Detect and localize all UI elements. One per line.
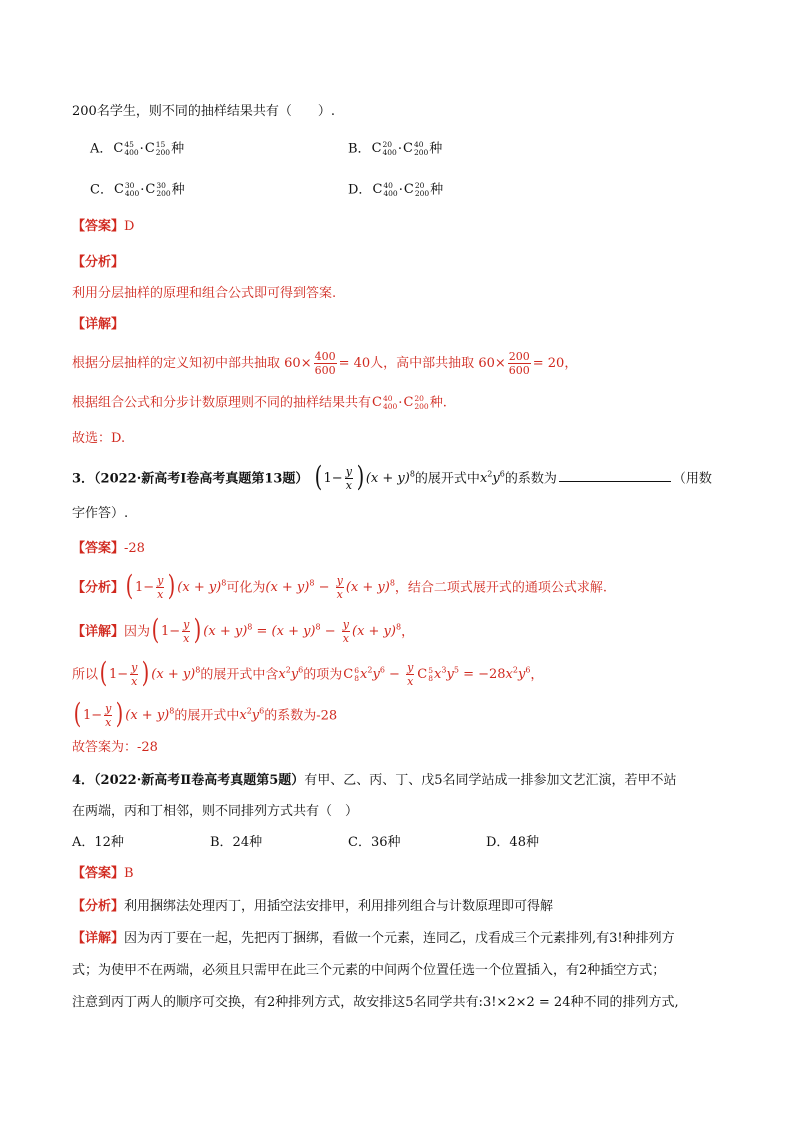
q4-answer: 【答案】B: [72, 866, 134, 881]
q4-formula: 3!×2×2 = 24: [482, 995, 571, 1010]
comb-c45-400: C 45 400: [113, 140, 139, 157]
fraction-400-600: $\frac{400}{600}$: [314, 350, 336, 377]
q4-stem-line1: 4．（2022·新高考Ⅱ卷高考真题第5题）有甲、乙、丙、丁、戊5名同学站成一排参加文艺汇演，若甲不站: [72, 773, 677, 788]
q2-analysis: 利用分层抽样的原理和组合公式即可得到答案.: [72, 286, 337, 301]
q2-detail-line1: 根据分层抽样的定义知初中部共抽取 60× $\frac{400}{600}$ = 40人，高中部共抽取 60× $\frac{200}{600}$ = 20，: [72, 350, 578, 377]
q4-option-a: A．12种: [72, 835, 124, 850]
q4-option-b: B．24种: [210, 835, 263, 850]
q2-option-b: B． C 20 400 · C 40 200 种: [348, 138, 442, 161]
q3-stem-line2: 字作答）.: [72, 506, 129, 521]
q2-analysis-tag: 【分析】: [72, 255, 125, 270]
q2-option-d: D． C 40 400 · C 20 200 种: [348, 179, 443, 202]
answer-blank[interactable]: [559, 481, 671, 482]
comb-c30-200: C 30 200: [145, 181, 171, 198]
comb-c20-200: C 20 200: [403, 181, 430, 198]
q4-stem-line2: 在两端，丙和丁相邻，则不同排列方式共有（ ）: [72, 804, 359, 819]
q3-detail-line3: ( 1− $\frac{y}{x}$ ) $(x + y)^8$的展开式中$x^2y^6$的系数为-28: [73, 696, 338, 730]
q2-option-a: A． C 45 400 · C 15 200 种: [90, 138, 184, 161]
q3-source: （2022·新高考Ⅰ卷高考真题第13题）: [94, 471, 309, 487]
q3-analysis: 【分析】( 1− $\frac{y}{x}$ ) $(x + y)^8$可化为$(x + y)^8$ − $\frac{y}{x}$ $(x + y)^8$，结合二项式展开式的通项公式求解.: [72, 568, 608, 602]
comb-c15-200: C 15 200: [144, 140, 171, 157]
q2-detail-tag: 【详解】: [72, 317, 125, 332]
comb-c30-400: C 30 400: [113, 181, 140, 198]
comb-c40-200: C 40 200: [402, 140, 429, 157]
comb-c40-400: C 40 400: [372, 181, 398, 198]
q2-stem-text: 200名学生，则不同的抽样结果共有（ ）.: [72, 104, 335, 119]
comb-c20-400: C 20 400: [371, 140, 397, 157]
q2-conclusion: 故选：D.: [72, 431, 126, 446]
q4-source: （2022·新高考Ⅱ卷高考真题第5题）: [94, 773, 305, 788]
q4-detail-line1: 【详解】因为丙丁要在一起，先把丙丁捆绑，看做一个元素，连同乙，戊看成三个元素排列,有3!种排列方: [72, 931, 675, 946]
q3-detail-line1: 【详解】因为( 1− $\frac{y}{x}$ ) $(x + y)^8 = (x + y)^8$ − $\frac{y}{x}$ $(x + y)^8$，: [72, 612, 415, 646]
q4-option-d: D．48种: [486, 835, 539, 850]
expr-1-minus-y-over-x: ( 1− $\frac{y}{x}$ ): [314, 459, 365, 493]
answer-tag: 【答案】: [72, 219, 125, 234]
q2-answer: [72, 216, 722, 238]
answer-value: D: [124, 219, 135, 234]
q2-option-c: C． C 30 400 · C 30 200 种: [90, 179, 185, 202]
q4-analysis: 【分析】利用捆绑法处理丙丁，用插空法安排甲，利用排列组合与计数原理即可得解: [72, 899, 554, 914]
q3-detail-line2: 所以( 1− $\frac{y}{x}$ ) $(x + y)^8$的展开式中含$x^2y^6$的项为C 6 8 $x^2y^6$ − $\frac{y}{x}$ C 5 8 $x^3y^5 = -28x^2y^6$，: [72, 655, 544, 689]
q4-detail-line3: 注意到丙丁两人的顺序可交换，有2种排列方式，故安排这5名同学共有:3!×2×2 = 24种不同的排列方式,: [72, 995, 679, 1010]
q3-answer: 【答案】-28: [72, 541, 145, 556]
q3-conclusion: 故答案为：-28: [72, 740, 158, 755]
q2-detail-line2: 根据组合公式和分步计数原理则不同的抽样结果共有 C 40 400 · C 20 200 种.: [72, 394, 447, 411]
q4-detail-line2: 式；为使甲不在两端，必须且只需甲在此三个元素的中间两个位置任选一个位置插入，有2种插空方式；: [72, 963, 666, 978]
q2-stem-tail: [72, 101, 722, 123]
q4-option-c: C．36种: [348, 835, 401, 850]
fraction-200-600: $\frac{200}{600}$: [508, 350, 530, 377]
q3-stem-line1: 3．（2022·新高考Ⅰ卷高考真题第13题） ( 1− $\frac{y}{x}$ ) $(x + y)^8$的展开式中$x^2y^6$的系数为 （用数: [72, 459, 712, 493]
